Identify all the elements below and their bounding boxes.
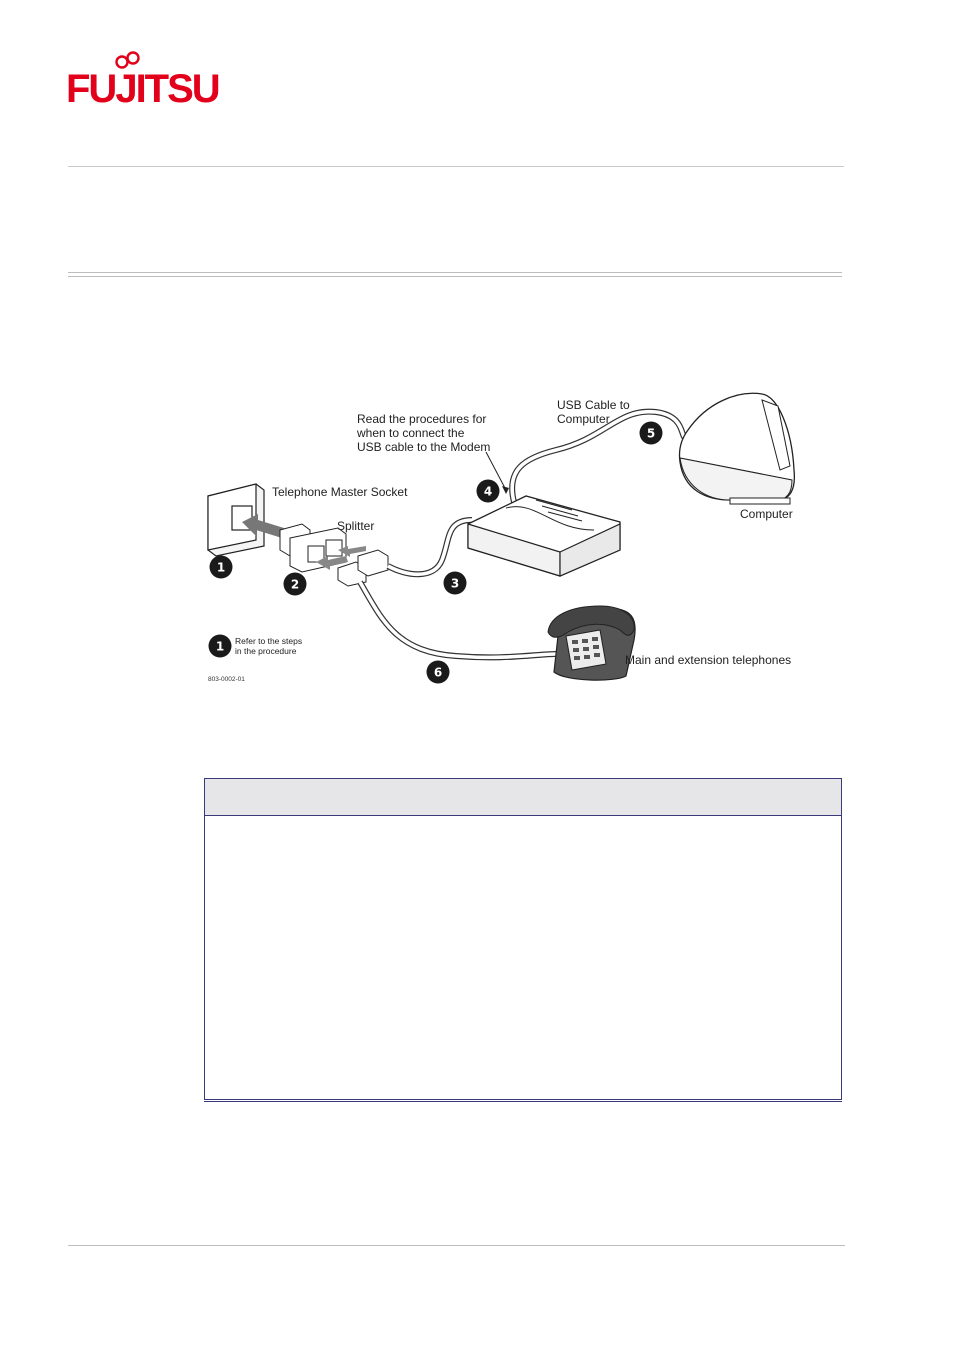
svg-text:1: 1 [215,639,225,654]
procedures-label: Read the procedures for [357,412,487,426]
footer-rule [68,1245,845,1246]
step-badge [427,661,450,684]
master-socket-label: Telephone Master Socket [272,485,408,499]
legend-step-badge [209,635,232,658]
procedures-label: when to connect the [357,426,465,440]
modem [468,496,620,576]
logo-text: FUJITSU [66,67,219,111]
procedures-label: USB cable to the Modem [357,440,491,454]
modem-cable [388,520,472,574]
splitter-label: Splitter [337,519,375,533]
svg-text:4: 4 [483,484,493,499]
step-badge [284,573,307,596]
legend-text: Refer to the steps [235,636,303,646]
step-badge [210,556,233,579]
computer-label: Computer [740,507,793,521]
step-badge [477,480,500,503]
modem-plug [358,550,388,576]
note-box [204,778,842,1100]
usb-cable-label: USB Cable to [557,398,630,412]
usb-cable-label: Computer [557,412,610,426]
svg-text:3: 3 [450,576,460,591]
computer-monitor [679,393,794,504]
telephone [548,606,635,680]
step-badge [640,422,663,445]
fujitsu-logo [66,50,219,118]
section-double-rule [68,272,842,277]
svg-text:6: 6 [433,665,443,680]
note-box-bottom-rule [204,1101,842,1102]
header-rule [68,166,844,167]
svg-text:1: 1 [216,560,226,575]
svg-text:2: 2 [290,577,300,592]
figure-id: 803-0002-01 [208,676,245,683]
step-badge [444,572,467,595]
legend-text: in the procedure [235,646,297,656]
note-box-header [205,779,841,816]
svg-text:5: 5 [646,426,656,441]
telephones-label: Main and extension telephones [625,653,792,667]
connection-diagram [206,390,842,686]
